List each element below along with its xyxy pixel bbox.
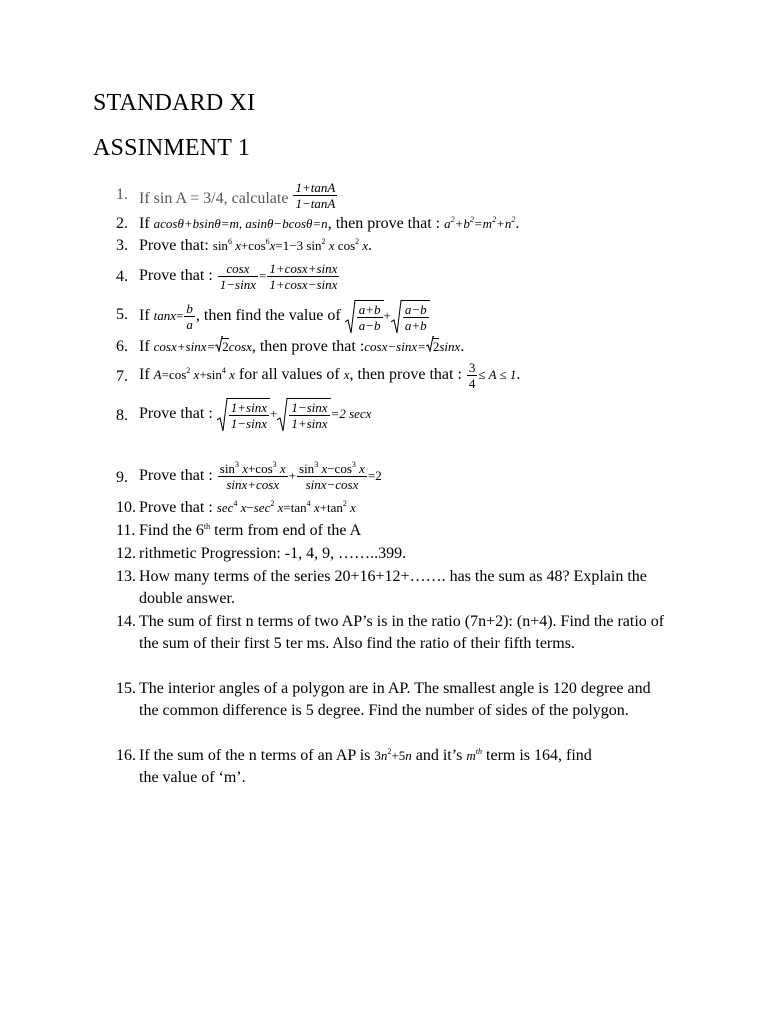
document-page: STANDARD XI ASSINMENT 1 1. If sin A = 3/4, calculate $\frac{1+\tan A}{1-\tan A}$ 2. If acosθ+bsinθ=m, asinθ−bcosθ=n, then prove that : $a^2+b^2=m^2+n^2$. 3. Prove that: $\sin^6 x+\cos^6x=1-3$ $\sin^2 x$ $\cos^2 x$. 4. Prove that : $\frac{\cos x}{1-\sin x}$ = $\frac{1+\cos x+\sin x}{1+\cos x-\sin x}$ 5. If tanx= $\frac{b}{a}$ , then find the value of $\frac{a+b}{a-b}$ + $\frac{a-b}{a+b}$ 6. If cosx+sinx= 2cosx, then prove that :cosx−sinx= 2sinx. 7. If $A=\cos^2$ $x+\sin^4$ x for all values of x, then prove that : $\frac{3}{4}$ ≤ A ≤ 1. 8. Prove that : $\frac{1+\sin x}{1-\sin x}$ + $\frac{1-\sin x}{1+\sin x}$ =2 secx 9. Prove that : $\frac{\sin^3 x+\cos^3 x}{\sin x+\cos x}$ + $\frac{\sin^3 x-\cos^3 x}{\sin x-\cos x}$ =2 10. Prove that : $\sec^4 x-\sec^2$ $x=\tan^4$ $x+\tan^2$ x 11. Find the 6th term from end of the A 12. rithmetic Progression: -1, 4, 9, ……..399. 13. How many terms of the series 20+16+12+……. has the sum as 48? Explain the double answer. 14. The sum of first n terms of two AP’s is in the ratio (7n+2): (n+4). Find the ratio of the sum of their first 5 ter ms. Also find the ratio of their fifth terms. 15. The interior angles of a polygon are in AP. The smallest angle is 120 degree and the common difference is 5 degree. Find the number of sides of the polygon. 16. If the sum of the n terms of an AP is $3n^2+5n$ and it’s $m^{th}$ term is 164, find the value of ‘m’. bbox=[93, 90, 665, 786]
formula-sec-tan: $\sec^4 x-\sec^2$ $x=\tan^4$ $x+\tan^2$ x bbox=[216, 499, 356, 515]
formula-m-th: $m^{th}$ bbox=[466, 747, 483, 763]
assignment-heading: ASSINMENT 1 bbox=[93, 135, 251, 161]
formula-a-cos-sin: $A=\cos^2$ $x+\sin^4$ x bbox=[153, 366, 235, 383]
standard-heading: STANDARD XI bbox=[93, 90, 256, 116]
formula-tan-ratio: $\frac{1+\tan A}{1-\tan A}$ bbox=[295, 180, 336, 211]
formula-sqrt-sum: $\frac{a+b}{a-b}$ + $\frac{a-b}{a+b}$ bbox=[345, 307, 430, 324]
formula-sin6-cos6: $\sin^6 x+\cos^6x=1-3$ $\sin^2 x$ $\cos^2 x$ bbox=[212, 237, 369, 253]
formula-cos-plus-sin: cosx+sinx= 2cosx bbox=[154, 339, 252, 354]
formula-a-range: $\frac{3}{4}$ ≤ A ≤ 1 bbox=[468, 360, 517, 391]
formula-sqrt-secx: $\frac{1+\sin x}{1-\sin x}$ + $\frac{1-\sin x}{1+\sin x}$ =2 secx bbox=[217, 405, 372, 422]
formula-cube-ratio: $\frac{\sin^3 x+\cos^3 x}{\sin x+\cos x}$ + $\frac{\sin^3 x-\cos^3 x}{\sin x-\cos x}$ =2 bbox=[219, 460, 382, 492]
formula-a2-b2: $a^2+b^2=m^2+n^2$ bbox=[444, 215, 516, 231]
formula-tanx-b-a: tanx= $\frac{b}{a}$ bbox=[153, 301, 193, 332]
formula-acos-bsin: acosθ+bsinθ=m, asinθ−bcosθ=n bbox=[153, 216, 328, 231]
formula-cos-minus-sin: cosx−sinx= 2sinx bbox=[364, 339, 460, 354]
formula-3n2-5n: $3n^2+5n$ bbox=[374, 747, 412, 763]
question-1-text: If sin A = 3/4, calculate bbox=[139, 190, 289, 208]
formula-cos-ratio: $\frac{\cos x}{1-\sin x}$ = $\frac{1+\cos x+\sin x}{1+\cos x-\sin x}$ bbox=[219, 261, 338, 292]
